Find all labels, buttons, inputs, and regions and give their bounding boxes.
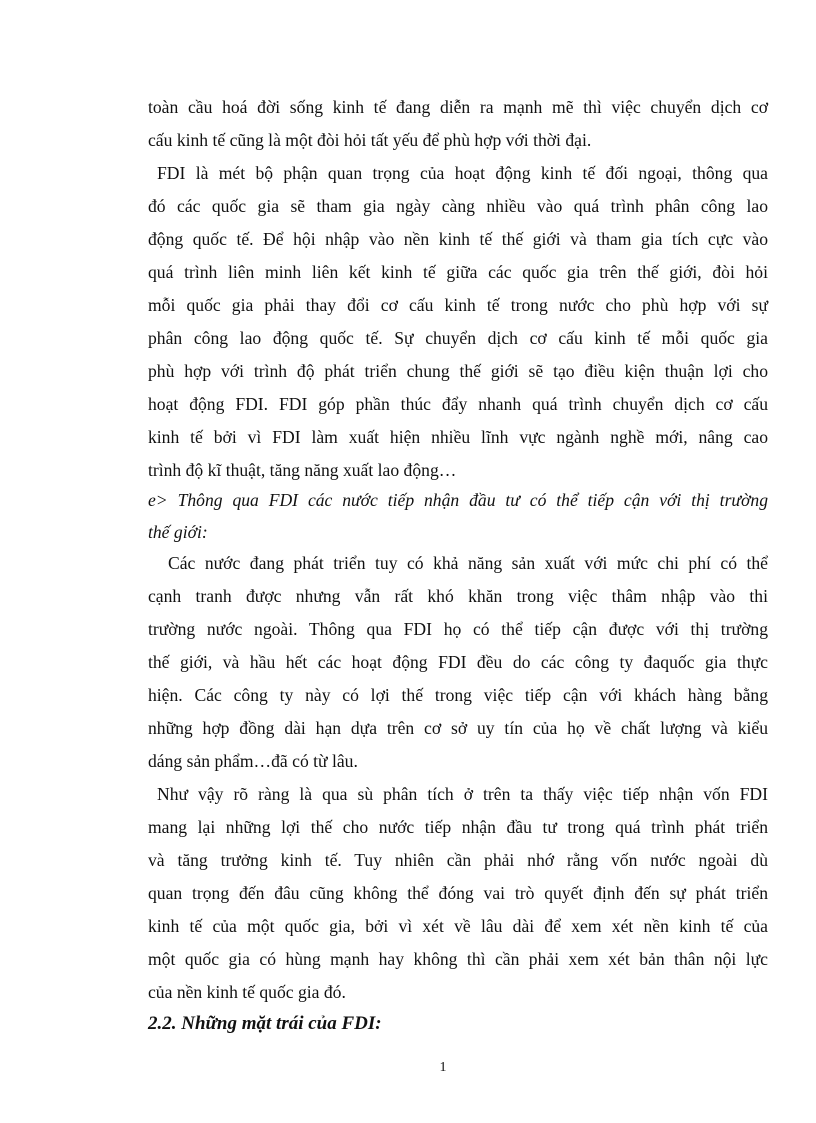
paragraph-2-line-8: hoạt động FDI. FDI góp phần thúc đẩy nhanh quá trình chuyển dịch cơ cấu (148, 394, 768, 414)
paragraph-2-line-10: trình độ kĩ thuật, tăng năng xuất lao động… (148, 460, 457, 480)
paragraph-2-line-4: quá trình liên minh liên kết kinh tế giữa các quốc gia trên thế giới, đòi hỏi (148, 262, 768, 282)
paragraph-3-line-4: thế giới, và hầu hết các hoạt động FDI đều do các công ty đaquốc gia thực (148, 652, 768, 672)
paragraph-2-line-1: FDI là mét bộ phận quan trọng của hoạt động kinh tế đối ngoại, thông qua (157, 163, 768, 183)
paragraph-3-line-7: dáng sản phẩm…đã có từ lâu. (148, 751, 358, 771)
subheading-e-line-2: thế giới: (148, 522, 208, 542)
paragraph-4-line-6: một quốc gia có hùng mạnh hay không thì cần phải xem xét bản thân nội lực (148, 949, 768, 969)
paragraph-2-line-9: kinh tế bởi vì FDI làm xuất hiện nhiều lĩnh vực ngành nghề mới, nâng cao (148, 427, 768, 447)
subheading-e-line-1: e> Thông qua FDI các nước tiếp nhận đầu tư có thể tiếp cận với thị trường (148, 490, 768, 510)
paragraph-2-line-2: đó các quốc gia sẽ tham gia ngày càng nhiều vào quá trình phân công lao (148, 196, 768, 216)
paragraph-3-line-6: những hợp đồng dài hạn dựa trên cơ sở uy tín của họ về chất lượng và kiểu (148, 718, 768, 738)
paragraph-3-line-3: trường nước ngoài. Thông qua FDI họ có thể tiếp cận được với thị trường (148, 619, 768, 639)
section-heading: 2.2. Những mặt trái của FDI: (148, 1013, 382, 1034)
paragraph-2-line-6: phân công lao động quốc tế. Sự chuyển dịch cơ cấu kinh tế mỗi quốc gia (148, 328, 768, 348)
paragraph-2-line-7: phù hợp với trình độ phát triển chung thế giới sẽ tạo điều kiện thuận lợi cho (148, 361, 768, 381)
page-number: 1 (439, 1060, 447, 1075)
paragraph-4-line-2: mang lại những lợi thế cho nước tiếp nhận đầu tư trong quá trình phát triển (148, 817, 768, 837)
paragraph-4-line-4: quan trọng đến đâu cũng không thể đóng vai trò quyết định đến sự phát triển (148, 883, 768, 903)
paragraph-4-line-5: kinh tế của một quốc gia, bởi vì xét về lâu dài để xem xét nền kinh tế của (148, 916, 768, 936)
paragraph-3-line-2: cạnh tranh được nhưng vẫn rất khó khăn trong việc thâm nhập vào thi (148, 586, 768, 606)
paragraph-2-line-5: mỗi quốc gia phải thay đổi cơ cấu kinh tế trong nước cho phù hợp với sự (148, 295, 768, 315)
paragraph-1-line-1: toàn cầu hoá đời sống kinh tế đang diễn ra mạnh mẽ thì việc chuyển dịch cơ (148, 97, 768, 117)
paragraph-3-line-1: Các nước đang phát triển tuy có khả năng sản xuất với mức chi phí có thể (168, 553, 768, 573)
paragraph-4-line-1: Như vậy rõ ràng là qua sù phân tích ở trên ta thấy việc tiếp nhận vốn FDI (157, 784, 768, 804)
paragraph-4-line-3: và tăng trưởng kinh tế. Tuy nhiên cần phải nhớ rằng vốn nước ngoài dù (148, 850, 768, 870)
paragraph-4-line-7: của nền kinh tế quốc gia đó. (148, 982, 346, 1002)
paragraph-3-line-5: hiện. Các công ty này có lợi thế trong việc tiếp cận với khách hàng bằng (148, 685, 768, 705)
paragraph-2-line-3: động quốc tế. Để hội nhập vào nền kinh tế thế giới và tham gia tích cực vào (148, 229, 768, 249)
paragraph-1-line-2: cấu kinh tế cũng là một đòi hỏi tất yếu để phù hợp với thời đại. (148, 130, 592, 150)
